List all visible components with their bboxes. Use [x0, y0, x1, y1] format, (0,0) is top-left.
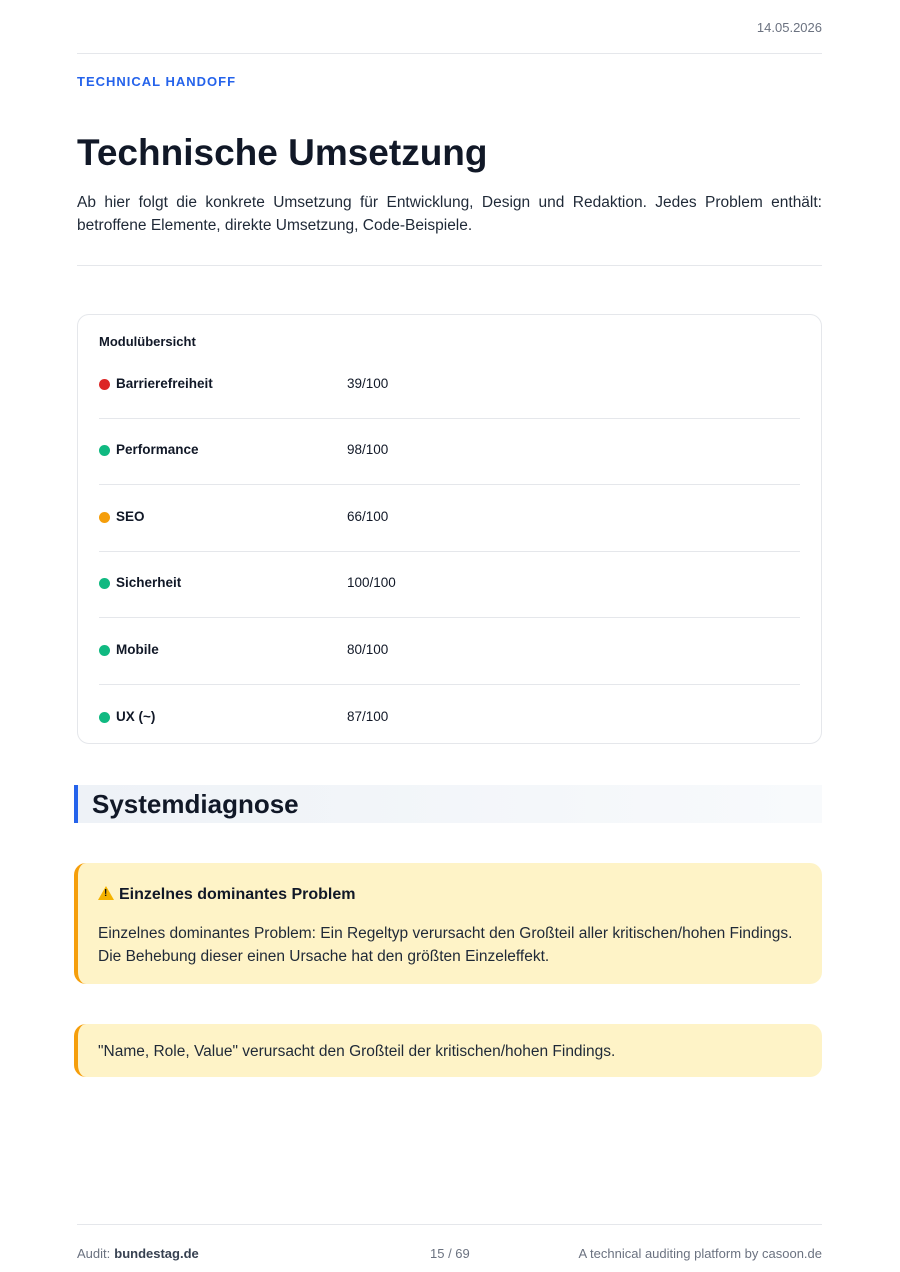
page-title: Technische Umsetzung	[77, 132, 488, 173]
callout-heading-text: Einzelnes dominantes Problem	[119, 886, 356, 903]
audit-domain: bundestag.de	[114, 1246, 199, 1261]
module-label: Mobile	[116, 642, 159, 657]
module-label: SEO	[116, 509, 145, 524]
report-page	[77, 0, 822, 1272]
status-dot-icon	[99, 645, 110, 656]
module-row-performance	[99, 419, 800, 485]
module-score: 98/100	[347, 442, 389, 457]
module-row-sicherheit	[99, 552, 800, 618]
module-label: UX (~)	[116, 709, 156, 724]
finding-callout	[74, 1024, 822, 1077]
module-score: 80/100	[347, 642, 389, 657]
report-date: 14.05.2026	[756, 20, 822, 35]
footer-divider	[77, 1224, 822, 1225]
status-dot-icon	[99, 712, 110, 723]
module-score: 100/100	[347, 575, 396, 590]
footer-credit: A technical auditing platform by casoon.de	[578, 1246, 822, 1261]
row-divider	[99, 684, 800, 685]
intro-paragraph: Ab hier folgt die konkrete Umsetzung für Entwicklung, Design und Redaktion. Jedes Problem enthält: betroffene Elemente, direkte Umsetzung, Code-Beispiele.	[77, 194, 822, 234]
module-overview-title: Modulübersicht	[99, 334, 196, 349]
header-divider	[77, 53, 822, 54]
module-label: Performance	[116, 442, 199, 457]
audit-label: Audit:	[77, 1246, 111, 1261]
intro-divider	[77, 265, 822, 266]
footer-audit	[77, 1246, 199, 1261]
module-score: 66/100	[347, 509, 389, 524]
status-dot-icon	[99, 512, 110, 523]
callout-body: "Name, Role, Value" verursacht den Großteil der kritischen/hohen Findings.	[98, 1043, 616, 1060]
module-overview-card	[77, 314, 822, 744]
module-row-barrierefreiheit	[99, 353, 800, 419]
module-score: 39/100	[347, 376, 389, 391]
warning-callout	[74, 863, 822, 984]
warning-icon	[98, 886, 114, 900]
module-label: Barrierefreiheit	[116, 376, 213, 391]
module-label: Sicherheit	[116, 575, 182, 590]
page-number: 15 / 69	[430, 1246, 470, 1261]
callout-body: Einzelnes dominantes Problem: Ein Regeltyp verursacht den Großteil aller kritischen/hohen Findings. Die Behebung dieser einen Ursache hat den größten Einzeleffekt.	[98, 925, 793, 965]
callout-heading	[98, 885, 356, 904]
section-heading-systemdiagnose	[74, 785, 822, 823]
status-dot-icon	[99, 578, 110, 589]
module-row-seo	[99, 486, 800, 552]
module-row-mobile	[99, 619, 800, 685]
section-eyebrow: TECHNICAL HANDOFF	[77, 74, 237, 89]
status-dot-icon	[99, 445, 110, 456]
module-score: 87/100	[347, 709, 389, 724]
row-divider	[99, 484, 800, 485]
row-divider	[99, 617, 800, 618]
section-accent-bar	[74, 785, 78, 823]
module-row-ux	[99, 686, 800, 752]
section-title: Systemdiagnose	[92, 789, 299, 819]
status-dot-icon	[99, 379, 110, 390]
